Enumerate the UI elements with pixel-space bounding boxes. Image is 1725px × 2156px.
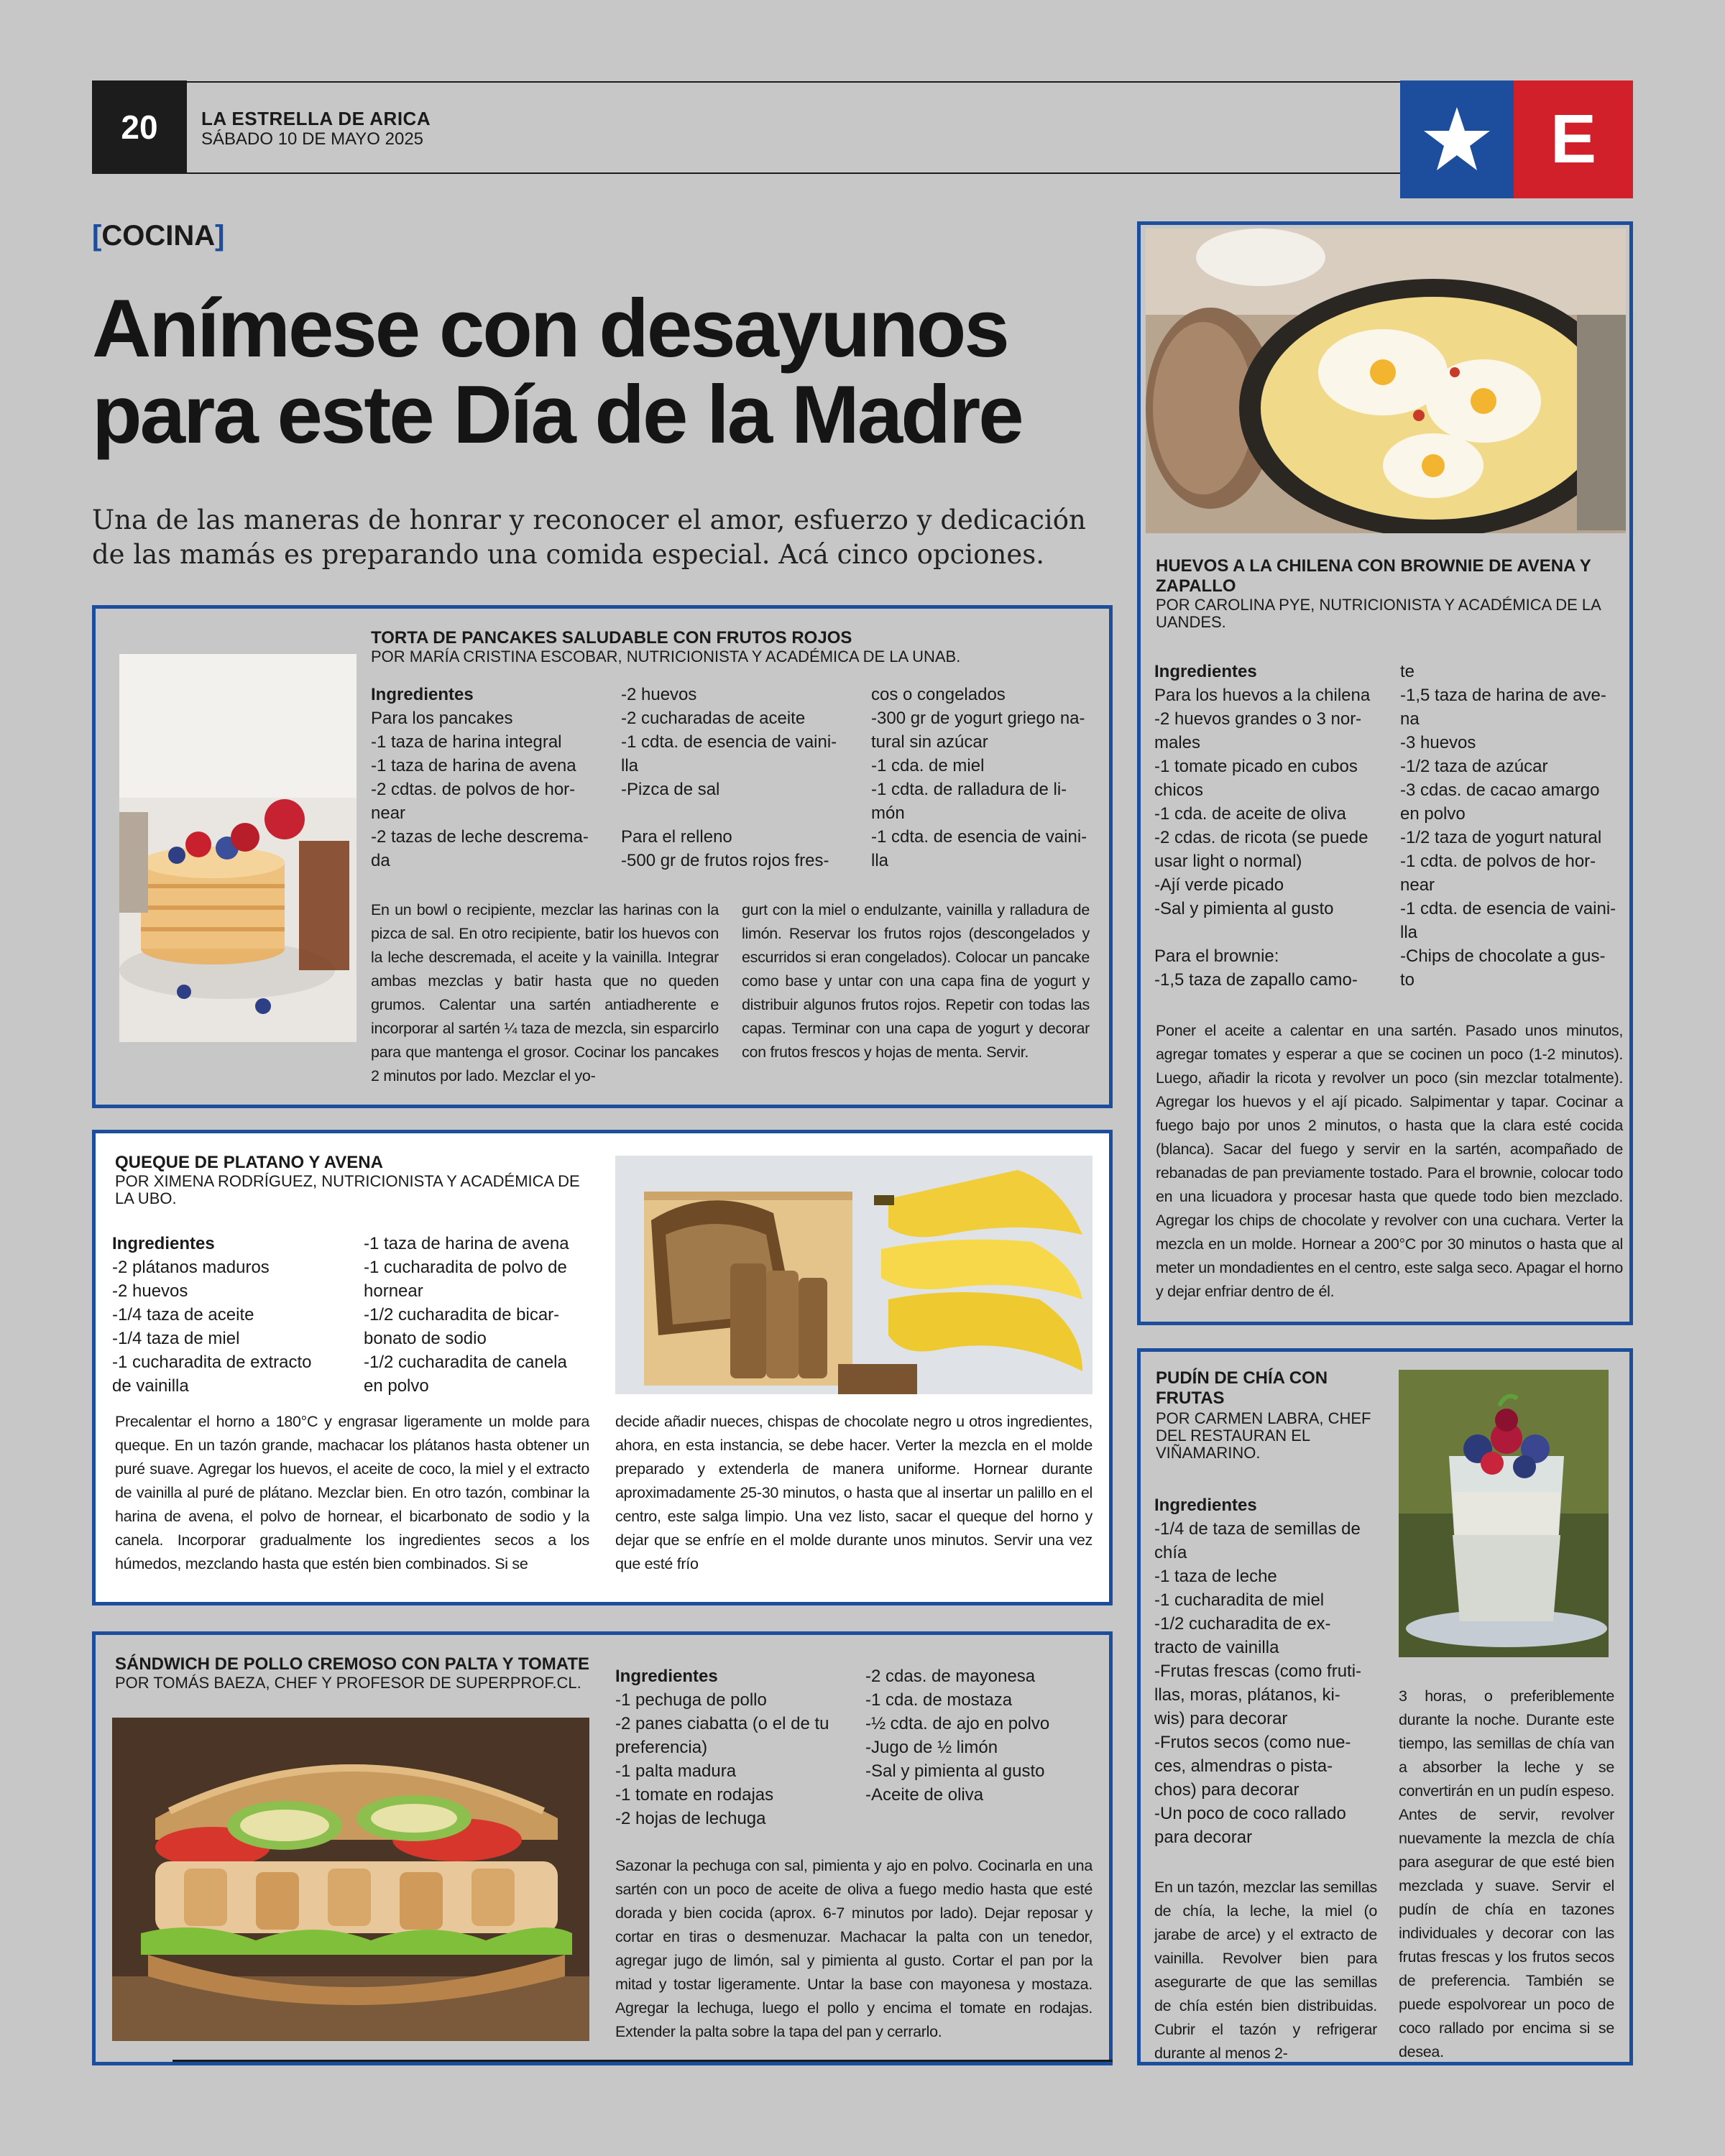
footer-rule — [172, 2060, 1113, 2062]
instructions-col-2: gurt con la miel o endulzante, vainilla y ralladura de limón. Reservar los frutos rojos (descongelados y escurridos si eran congelados). Colocar un pancake como base y untar con una capa fina de yogurt y distribuir algunos frutos rojos. Repetir con todas las capas. Terminar con una capa de yogurt y decorar con frutos frescos y hojas de menta. Servir. — [742, 901, 1090, 1061]
star-icon — [1400, 80, 1514, 198]
ingredients-heading: Ingredientes — [1154, 1496, 1257, 1515]
ingredients-col-2: -2 cdas. de mayonesa -1 cda. de mostaza -½ cdta. de ajo en polvo -Jugo de ½ limón -Sal y pimienta al gusto -Aceite de oliva — [865, 1667, 1050, 1805]
recipe-title: HUEVOS A LA CHILENA CON BROWNIE DE AVENA Y ZAPALLO — [1156, 556, 1591, 596]
eggs-skillet-photo — [1146, 229, 1626, 533]
newspaper-name: LA ESTRELLA DE ARICA — [201, 108, 431, 129]
issue-date: SÁBADO 10 DE MAYO 2025 — [201, 129, 424, 149]
instructions-col-1: En un bowl o recipiente, mezclar las harinas con la pizca de sal. En otro recipiente, batir los huevos con la leche descremada, el aceite y la vainilla. Integrar ambas mezclas y batir hasta que no queden grumos. Calentar una sartén antiadherente e incorporar al sartén ¼ taza de mezcla, sin esparcirlo para que mantenga el grosor. Cocinar los pancakes 2 minutos por lado. Mezclar el yo- — [371, 901, 719, 1084]
recipe-author: POR XIMENA RODRÍGUEZ, NUTRICIONISTA Y ACADÉMICA DE LA UBO. — [115, 1172, 580, 1207]
section-letter: E — [1514, 80, 1633, 198]
page-number: 20 — [92, 80, 187, 174]
instructions: Sazonar la pechuga con sal, pimienta y ajo en polvo. Cocinarla en una sartén con un poco de aceite de oliva a fuego medio hasta que esté dorada y bien cocida (aprox. 6-7 minutos por lado). Dejar reposar y cortar en tiras o desmenuzar. Machacar la palta con un tenedor, agregar jugo de limón, sal y pimienta al gusto. Cortar el pan por la mitad y tostar ligeramente. Untar la base con mayonesa y mostaza. Agregar la lechuga, luego el pollo y encima el tomate en rodajas. Extender la palta sobre la tapa del pan y cerrarlo. — [615, 1857, 1092, 2040]
chia-pudding-photo — [1399, 1370, 1609, 1657]
ingredients-heading: Ingredientes — [371, 685, 474, 704]
recipe-title: SÁNDWICH DE POLLO CREMOSO CON PALTA Y TOMATE — [115, 1654, 590, 1674]
ingredients-col-1: Ingredientes -1/4 de taza de semillas de chía -1 taza de leche -1 cucharadita de miel -1/2 cucharadita de ex- tracto de vainilla -Frutas frescas (como fruti- llas, moras, plátanos, ki- wis) para decorar -Frutos secos (como nue- ces, almendras o pista- chos) para decorar -Un poco de coco rallado para decorar — [1154, 1493, 1392, 1849]
header-rule-bottom — [187, 172, 1400, 174]
banana-bread-photo — [615, 1156, 1092, 1394]
ingredients-col-2: -2 huevos -2 cucharadas de aceite -1 cdta. de esencia de vaini- lla -Pizca de sal Para el relleno -500 gr de frutos rojos fres- — [621, 685, 837, 870]
ingredients-heading: Ingredientes — [1154, 662, 1257, 681]
ingredients-heading: Ingredientes — [112, 1234, 215, 1253]
recipe-title: PUDÍN DE CHÍA CON FRUTAS — [1156, 1368, 1328, 1408]
recipe-author: POR CARMEN LABRA, CHEF DEL RESTAURAN EL VIÑAMARINO. — [1156, 1409, 1371, 1462]
instructions-col-1: En un tazón, mezclar las semillas de chía, la leche, la miel (o jarabe de arce) y el extracto de vainilla. Revolver bien para asegurarte de que las semillas de chía estén bien distribuidas. Cubrir el tazón y refrigerar durante al menos 2- — [1154, 1879, 1377, 2062]
ingredients-col-3: cos o congelados -300 gr de yogurt griego na- tural sin azúcar -1 cda. de miel -1 cdta. de ralladura de li- món -1 cdta. de esencia de vaini- lla — [871, 685, 1087, 870]
instructions-col-2: decide añadir nueces, chispas de chocolate negro u otros ingredientes, ahora, en esta instancia, se debe hacer. Verter la mezcla en el molde preparado y extenderla de manera uniforme. Hornear durante aproximadamente 25-30 minutos, o hasta que al insertar un palillo en el centro, este salga limpio. Una vez listo, sacar el queque del horno y dejar que se enfríe en el molde durante unos minutos. Servir una vez que esté frío — [615, 1413, 1092, 1572]
deck: Una de las maneras de honrar y reconocer el amor, esfuerzo y dedicación de las mamás es preparando una comida especial. Acá cinco opciones. — [92, 505, 1086, 570]
ingredients-col-1: Ingredientes Para los huevos a la chilena -2 huevos grandes o 3 nor- males -1 tomate picado en cubos chicos -1 cda. de aceite de oliva -2 cdas. de ricota (se puede usar light o normal) -Ají verde picado -Sal y pimienta al gusto Para el brownie: -1,5 taza de zapallo camo- — [1154, 660, 1384, 992]
recipe-title: QUEQUE DE PLATANO Y AVENA — [115, 1153, 383, 1172]
ingredients-col-2: te -1,5 taza de harina de ave- na -3 huevos -1/2 taza de azúcar -3 cdas. de cacao amargo en polvo -1/2 taza de yogurt natural -1 cdta. de polvos de hor- near -1 cdta. de esencia de vaini- lla -Chips de chocolate a gus- to — [1400, 662, 1616, 990]
ingredients-col-2: -1 taza de harina de avena -1 cucharadita de polvo de hornear -1/2 cucharadita de bicar- bonato de sodio -1/2 cucharadita de canela en polvo — [364, 1234, 569, 1396]
recipe-title: TORTA DE PANCAKES SALUDABLE CON FRUTOS ROJOS — [371, 628, 852, 648]
recipe-author: POR TOMÁS BAEZA, CHEF Y PROFESOR DE SUPERPROF.CL. — [115, 1674, 581, 1692]
recipe-author: POR CAROLINA PYE, NUTRICIONISTA Y ACADÉMICA DE LA UANDES. — [1156, 596, 1601, 631]
headline: Anímese con desayunos para este Día de la Madre — [92, 283, 1022, 461]
instructions-col-1: Precalentar el horno a 180°C y engrasar ligeramente un molde para queque. En un tazón grande, machacar los plátanos hasta obtener un puré suave. Agregar los huevos, el aceite de coco, la miel y el extracto de vainilla al puré de plátano. Mezclar bien. En otro tazón, combinar la harina de avena, el polvo de hornear, el bicarbonato de sodio y la canela. Incorporar gradualmente los ingredientes secos a los húmedos, mezclando hasta que estén bien combinados. Si se — [115, 1413, 589, 1572]
header-rule-top — [187, 81, 1400, 83]
ingredients-col-1: Ingredientes -2 plátanos maduros -2 huevos -1/4 taza de aceite -1/4 taza de miel -1 cucharadita de extracto de vainilla — [112, 1232, 356, 1398]
chicken-sandwich-photo — [112, 1718, 589, 2041]
instructions-col-2: 3 horas, o preferiblemente durante la noche. Durante este tiempo, las semillas de chía van a absorber la leche y se convertirán en un pudín espeso. Antes de servir, revolver nuevamente la mezcla de chía para asegurar de que esté bien mezclada y suave. Servir el pudín de chía en tazones individuales y decorar con las frutas frescas y los frutos secos de preferencia. También se puede espolvorear un poco de coco rallado por encima si se desea. — [1399, 1687, 1614, 2060]
instructions: Poner el aceite a calentar en una sartén. Pasado unos minutos, agregar tomates y esperar a que se cocinen un poco (1-2 minutos). Luego, añadir la ricota y revolver un poco (sin mezclar totalmente). Agregar los huevos y el ají picado. Salpimentar y tapar. Cocinar a fuego bajo por unos 2 minutos, o hasta que la clara esté cocida (blanca). Sacar del fuego y servir en la sartén, acompañado de rebanadas de pan previamente tostado. Para el brownie, colocar todo en una licuadora y procesar hasta que quede todo bien mezclado. Agregar los chips de chocolate y revolver con una cuchara. Verter la mezcla en un molde. Hornear a 200°C por 30 minutos o hasta que al meter un mondadientes en el centro, este salga seco. Apagar el horno y dejar enfriar dentro de él. — [1156, 1022, 1623, 1300]
section-label: [COCINA] — [92, 220, 225, 252]
pancake-stack-photo — [119, 654, 356, 1042]
ingredients-col-1: Ingredientes Para los pancakes -1 taza de harina integral -1 taza de harina de avena -2 cdtas. de polvos de hor- near -2 tazas de leche descrema- da — [371, 683, 608, 872]
ingredients-heading: Ingredientes — [615, 1667, 718, 1686]
ingredients-col-1: Ingredientes -1 pechuga de pollo -2 panes ciabatta (o el de tu preferencia) -1 palta madura -1 tomate en rodajas -2 hojas de lechuga — [615, 1664, 852, 1830]
recipe-author: POR MARÍA CRISTINA ESCOBAR, NUTRICIONISTA Y ACADÉMICA DE LA UNAB. — [371, 648, 961, 665]
